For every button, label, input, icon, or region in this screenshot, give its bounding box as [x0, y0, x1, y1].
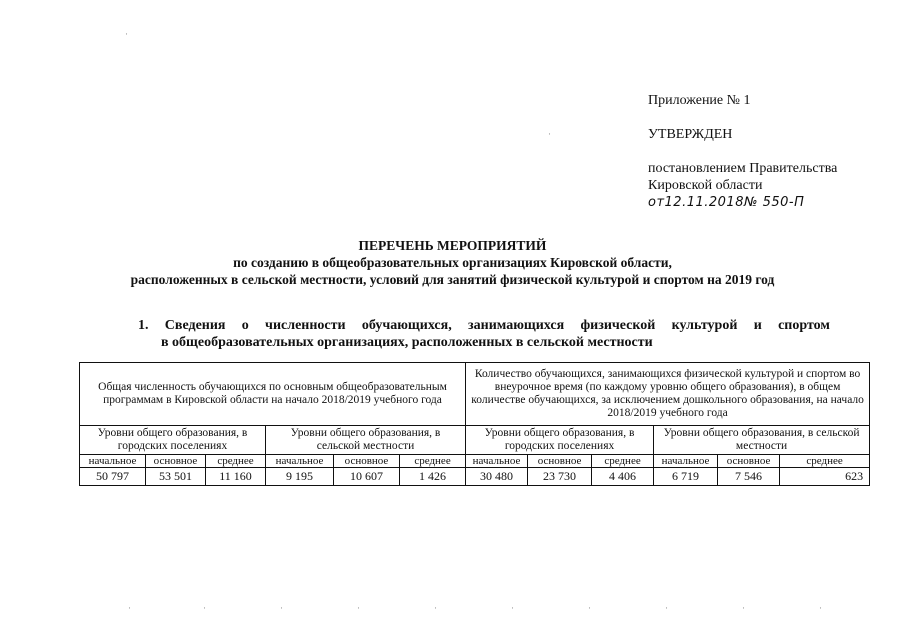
section-word: занимающихся [468, 318, 565, 333]
subheader-urban: Уровни общего образования, в городских поселениях [80, 426, 266, 455]
value-cell: 30 480 [466, 468, 528, 486]
col-header-basic: основное [334, 455, 400, 468]
value-cell: 1 426 [400, 468, 466, 486]
scan-speck: · [548, 129, 551, 139]
scan-speck: · [357, 603, 360, 613]
value-cell: 9 195 [266, 468, 334, 486]
subheader-rural: Уровни общего образования, в сельской местности [654, 426, 870, 455]
value-cell: 623 [780, 468, 870, 486]
statistics-table [79, 362, 870, 486]
scan-speck: · [819, 603, 822, 613]
section-heading-line-1 [138, 317, 830, 334]
section-word: культурой [671, 318, 738, 333]
scan-speck: · [203, 603, 206, 613]
col-header-primary: начальное [466, 455, 528, 468]
scan-speck: · [434, 603, 437, 613]
value-cell: 10 607 [334, 468, 400, 486]
col-header-basic: основное [718, 455, 780, 468]
title-line-3: расположенных в сельской местности, условий для занятий физической культурой и спортом на 2019 год [130, 272, 775, 287]
col-header-secondary: среднее [780, 455, 870, 468]
section-word: численности [265, 318, 346, 333]
section-word: и [753, 318, 762, 333]
col-header-basic: основное [528, 455, 592, 468]
value-cell: 6 719 [654, 468, 718, 486]
scan-speck: · [511, 603, 514, 613]
title-line-1: ПЕРЕЧЕНЬ МЕРОПРИЯТИЙ [358, 238, 547, 253]
section-heading-line-2: в общеобразовательных организациях, расположенных в сельской местности [161, 335, 653, 350]
value-cell: 11 160 [206, 468, 266, 486]
scan-speck: · [588, 603, 591, 613]
col-header-primary: начальное [266, 455, 334, 468]
value-cell: 7 546 [718, 468, 780, 486]
section-word: Сведения [164, 318, 226, 333]
col-header-basic: основное [146, 455, 206, 468]
scan-speck: · [280, 603, 283, 613]
value-cell: 53 501 [146, 468, 206, 486]
section-word: о [241, 318, 249, 333]
approval-block [648, 92, 888, 211]
document-title [0, 237, 905, 288]
resolution-line-2: Кировской области [648, 178, 763, 193]
scan-speck: · [128, 603, 131, 613]
col-header-primary: начальное [654, 455, 718, 468]
header-total-students: Общая численность обучающихся по основным общеобразовательным программам в Кировской области на начало 2018/2019 учебного года [80, 363, 466, 426]
value-cell: 23 730 [528, 468, 592, 486]
title-line-2: по созданию в общеобразовательных организациях Кировской области, [233, 255, 672, 270]
col-header-primary: начальное [80, 455, 146, 468]
section-word: обучающихся, [361, 318, 452, 333]
section-heading [138, 317, 858, 351]
resolution-line-1: постановлением Правительства [648, 161, 838, 176]
subheader-rural: Уровни общего образования, в сельской местности [266, 426, 466, 455]
scan-speck: · [742, 603, 745, 613]
resolution-date-number: от12.11.2018№ 550-П [648, 195, 805, 210]
section-word: спортом [778, 318, 830, 333]
scan-speck: · [125, 29, 128, 39]
scan-speck: · [665, 603, 668, 613]
col-header-secondary: среднее [592, 455, 654, 468]
subheader-urban: Уровни общего образования, в городских поселениях [466, 426, 654, 455]
section-number: 1. [138, 318, 149, 333]
col-header-secondary: среднее [206, 455, 266, 468]
section-word: физической [580, 318, 656, 333]
header-sport-students: Количество обучающихся, занимающихся физической культурой и спортом во внеурочное время (по каждому уровню общего образования), в общем количестве обучающихся, за исключением дошкольного образования, на начало 2018/2019 учебного года [466, 363, 870, 426]
value-cell: 4 406 [592, 468, 654, 486]
table-row [80, 468, 870, 486]
approved-label: УТВЕРЖДЕН [648, 127, 733, 142]
value-cell: 50 797 [80, 468, 146, 486]
col-header-secondary: среднее [400, 455, 466, 468]
appendix-label: Приложение № 1 [648, 93, 751, 108]
